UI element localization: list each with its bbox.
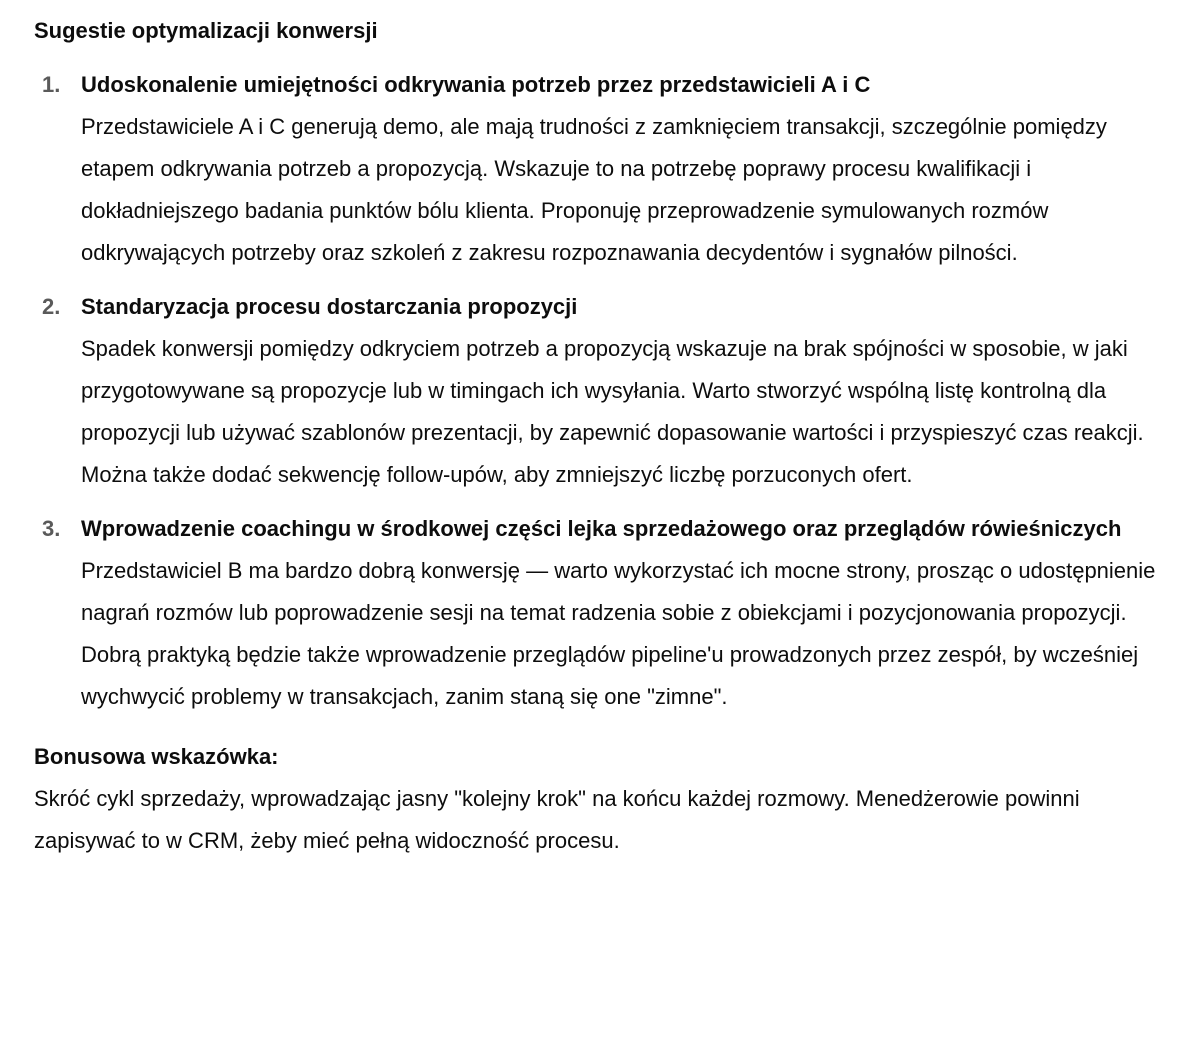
- list-item: [34, 508, 1184, 718]
- bonus-title: Bonusowa wskazówka:: [34, 744, 279, 769]
- bonus-body: Skróć cykl sprzedaży, wprowadzając jasny "kolejny krok" na końcu każdej rozmowy. Menedżerowie powinni zapisywać to w CRM, żeby mieć pełną widoczność procesu.: [34, 786, 1080, 853]
- list-number: 1.: [42, 72, 61, 97]
- suggestion-title: Udoskonalenie umiejętności odkrywania potrzeb przez przedstawicieli A i C: [81, 72, 871, 97]
- suggestion-list: [34, 64, 1184, 718]
- suggestion-body: Przedstawiciele A i C generują demo, ale mają trudności z zamknięciem transakcji, szczególnie pomiędzy etapem odkrywania potrzeb a propozycją. Wskazuje to na potrzebę poprawy procesu kwalifikacji i dokładniejszego badania punktów bólu klienta. Proponuję przeprowadzenie symulowanych rozmów odkrywających potrzeby oraz szkoleń z zakresu rozpoznawania decydentów i sygnałów pilności.: [81, 114, 1107, 265]
- suggestion-body: Spadek konwersji pomiędzy odkryciem potrzeb a propozycją wskazuje na brak spójności w sposobie, w jaki przygotowywane są propozycje lub w timingach ich wysyłania. Warto stworzyć wspólną listę kontrolną dla propozycji lub używać szablonów prezentacji, by zapewnić dopasowanie wartości i przyspieszyć czas reakcji. Można także dodać sekwencję follow-upów, aby zmniejszyć liczbę porzuconych ofert.: [81, 336, 1144, 487]
- suggestion-title: Wprowadzenie coachingu w środkowej części lejka sprzedażowego oraz przeglądów rówieśniczych: [81, 516, 1122, 541]
- suggestion-title: Standaryzacja procesu dostarczania propozycji: [81, 294, 578, 319]
- list-number: 3.: [42, 516, 61, 541]
- suggestion-body: Przedstawiciel B ma bardzo dobrą konwersję — warto wykorzystać ich mocne strony, prosząc o udostępnienie nagrań rozmów lub poprowadzenie sesji na temat radzenia sobie z obiekcjami i pozycjonowania propozycji. Dobrą praktyką będzie także wprowadzenie przeglądów pipeline'u prowadzonych przez zespół, by wcześniej wychwycić problemy w transakcjach, zanim staną się one "zimne".: [81, 558, 1156, 709]
- list-number: 2.: [42, 294, 61, 319]
- page-title: Sugestie optymalizacji konwersji: [34, 18, 378, 43]
- bonus-tip: [34, 736, 1184, 862]
- list-item: [34, 286, 1184, 496]
- list-item: [34, 64, 1184, 274]
